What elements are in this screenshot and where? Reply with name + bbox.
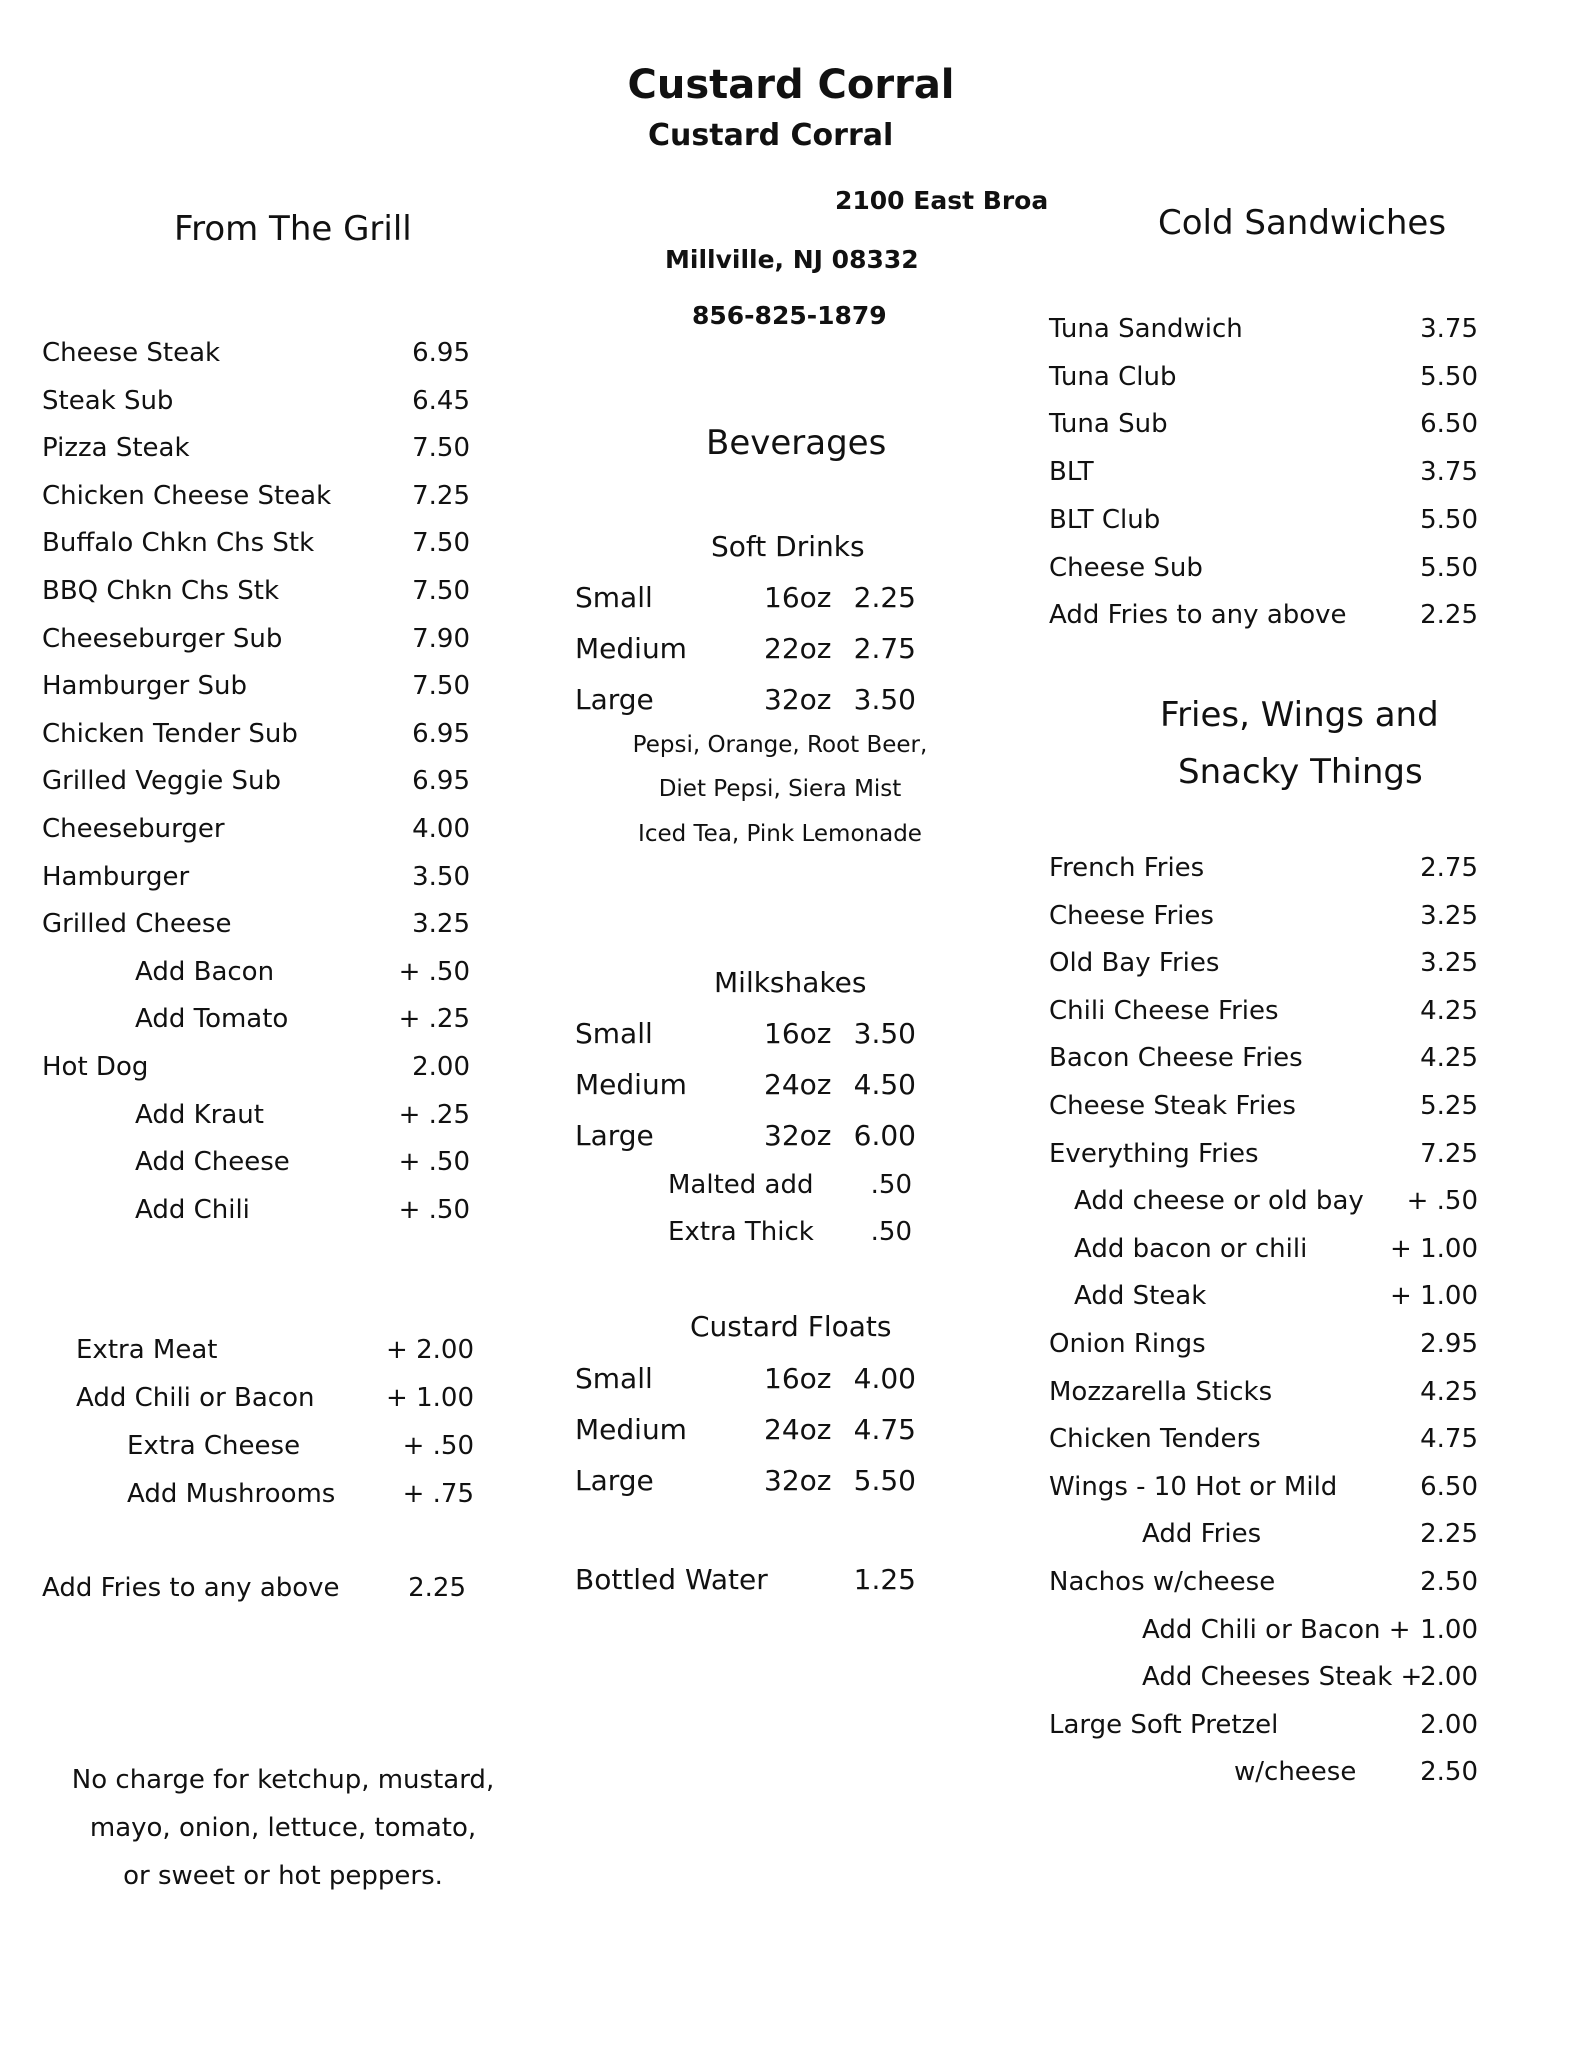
grill-extra-price: + .50 bbox=[402, 1431, 474, 1461]
shake-addon-price: .50 bbox=[870, 1170, 912, 1200]
cold-sandwich-price: 3.75 bbox=[1420, 314, 1478, 344]
grill-item-price: + .25 bbox=[398, 1099, 470, 1130]
grill-item-label: Buffalo Chkn Chs Stk bbox=[42, 528, 315, 559]
subheading-soft-drinks: Soft Drinks bbox=[711, 530, 865, 563]
grill-extra-price: + 2.00 bbox=[386, 1335, 474, 1365]
snack-item-label: w/cheese bbox=[1234, 1757, 1357, 1788]
soft-drink-oz: 22oz bbox=[764, 632, 832, 665]
milkshake-size: Small bbox=[575, 1017, 653, 1050]
grill-item-price: 6.95 bbox=[412, 766, 470, 797]
grill-item-label: Chicken Cheese Steak bbox=[42, 480, 332, 511]
snack-item-label: French Fries bbox=[1049, 853, 1205, 883]
section-heading-beverages: Beverages bbox=[706, 423, 887, 463]
grill-item-price: + .50 bbox=[398, 1147, 470, 1178]
snack-item-label: Add Fries bbox=[1142, 1519, 1262, 1550]
cold-sandwich-label: Tuna Club bbox=[1049, 361, 1177, 392]
soft-drink-flavors: Diet Pepsi, Siera Mist bbox=[658, 776, 902, 802]
soft-drink-flavors: Iced Tea, Pink Lemonade bbox=[638, 821, 922, 847]
custard-float-size: Small bbox=[575, 1362, 653, 1395]
condiment-note-line: mayo, onion, lettuce, tomato, bbox=[89, 1813, 477, 1843]
cold-sandwich-price: 5.50 bbox=[1420, 361, 1478, 392]
grill-item-price: 7.90 bbox=[412, 623, 470, 654]
milkshake-oz: 24oz bbox=[764, 1068, 832, 1101]
grill-item-price: 7.50 bbox=[412, 528, 470, 559]
custard-float-size: Large bbox=[575, 1464, 654, 1497]
grill-extra-label: Extra Meat bbox=[76, 1335, 218, 1365]
snack-item-price: 3.25 bbox=[1420, 900, 1478, 931]
snack-item-price: 2.95 bbox=[1420, 1329, 1478, 1359]
grill-item-price: 3.50 bbox=[412, 861, 470, 892]
snack-item-price: + .50 bbox=[1406, 1186, 1478, 1217]
soft-drink-price: 2.25 bbox=[853, 581, 916, 614]
grill-fries-label: Add Fries to any above bbox=[42, 1573, 340, 1603]
grill-item-price: 6.45 bbox=[412, 385, 470, 416]
cold-sandwich-label: BLT Club bbox=[1049, 504, 1161, 535]
custard-float-oz: 32oz bbox=[764, 1464, 832, 1497]
snack-item-label: Add cheese or old bay bbox=[1074, 1186, 1364, 1217]
grill-item-label: Chicken Tender Sub bbox=[42, 718, 298, 749]
snack-item-price: 4.25 bbox=[1420, 995, 1478, 1026]
milkshake-size: Large bbox=[575, 1119, 654, 1152]
cold-sandwich-price: 5.50 bbox=[1420, 552, 1478, 583]
grill-item-label: BBQ Chkn Chs Stk bbox=[42, 576, 280, 606]
grill-item-price: 7.25 bbox=[412, 480, 470, 511]
snack-item-price: 3.25 bbox=[1420, 948, 1478, 979]
snack-item-price: + 1.00 bbox=[1390, 1233, 1478, 1264]
phone-number: 856-825-1879 bbox=[692, 301, 887, 330]
snack-item-label: Nachos w/cheese bbox=[1049, 1567, 1276, 1597]
soft-drink-size: Large bbox=[575, 683, 654, 716]
snack-item-price: 4.75 bbox=[1420, 1424, 1478, 1455]
cold-sandwich-price: 6.50 bbox=[1420, 409, 1478, 440]
grill-item-label: Hamburger bbox=[42, 861, 190, 892]
cold-sandwich-label: Tuna Sandwich bbox=[1049, 314, 1243, 344]
custard-float-oz: 16oz bbox=[764, 1362, 832, 1395]
bottled-water-label: Bottled Water bbox=[575, 1563, 768, 1596]
grill-item-price: + .25 bbox=[398, 1004, 470, 1035]
milkshake-price: 4.50 bbox=[853, 1068, 916, 1101]
grill-item-label: Hamburger Sub bbox=[42, 671, 247, 702]
grill-item-label: Add Bacon bbox=[135, 956, 275, 987]
custard-float-size: Medium bbox=[575, 1413, 687, 1446]
snack-item-price: 1.00 bbox=[1420, 1614, 1478, 1645]
grill-item-price: 2.00 bbox=[412, 1052, 470, 1082]
soft-drink-oz: 16oz bbox=[764, 581, 832, 614]
soft-drink-oz: 32oz bbox=[764, 683, 832, 716]
cold-sandwich-price: 5.50 bbox=[1420, 504, 1478, 535]
shake-addon-price: .50 bbox=[870, 1217, 912, 1247]
grill-extra-label: Extra Cheese bbox=[127, 1431, 301, 1461]
grill-item-label: Grilled Cheese bbox=[42, 909, 232, 940]
snack-item-label: Wings - 10 Hot or Mild bbox=[1049, 1471, 1338, 1502]
grill-item-label: Steak Sub bbox=[42, 385, 174, 416]
grill-extra-price: + 1.00 bbox=[386, 1383, 474, 1413]
snack-item-label: Chicken Tenders bbox=[1049, 1424, 1261, 1455]
snack-item-label: Onion Rings bbox=[1049, 1329, 1206, 1359]
custard-float-oz: 24oz bbox=[764, 1413, 832, 1446]
grill-extra-label: Add Chili or Bacon bbox=[76, 1383, 315, 1413]
section-heading-cold-sandwiches: Cold Sandwiches bbox=[1158, 203, 1447, 243]
snack-item-price: 6.50 bbox=[1420, 1471, 1478, 1502]
snack-item-price: 7.25 bbox=[1420, 1138, 1478, 1169]
custard-float-price: 4.75 bbox=[853, 1413, 916, 1446]
snack-item-label: Add Cheeses Steak + bbox=[1142, 1662, 1423, 1693]
custard-float-price: 4.00 bbox=[853, 1362, 916, 1395]
grill-item-label: Cheeseburger Sub bbox=[42, 623, 283, 654]
section-heading-snacky-things: Snacky Things bbox=[1178, 752, 1423, 792]
grill-item-label: Cheeseburger bbox=[42, 814, 225, 844]
snack-item-label: Everything Fries bbox=[1049, 1138, 1259, 1169]
soft-drink-price: 3.50 bbox=[853, 683, 916, 716]
cold-sandwich-label: Tuna Sub bbox=[1049, 409, 1168, 440]
subheading-custard-floats: Custard Floats bbox=[690, 1310, 892, 1343]
snack-item-price: 2.25 bbox=[1420, 1519, 1478, 1550]
menu-title: Custard Corral bbox=[627, 62, 955, 108]
snack-item-label: Bacon Cheese Fries bbox=[1049, 1043, 1303, 1074]
snack-item-label: Large Soft Pretzel bbox=[1049, 1709, 1279, 1740]
grill-item-price: 6.95 bbox=[412, 718, 470, 749]
cold-sandwich-price: 3.75 bbox=[1420, 457, 1478, 488]
shake-addon-label: Malted add bbox=[668, 1170, 814, 1200]
grill-item-label: Add Tomato bbox=[135, 1004, 289, 1035]
grill-item-label: Hot Dog bbox=[42, 1052, 149, 1082]
section-heading-grill: From The Grill bbox=[174, 209, 412, 249]
condiment-note-line: or sweet or hot peppers. bbox=[123, 1861, 443, 1891]
custard-float-price: 5.50 bbox=[853, 1464, 916, 1497]
section-heading-fries-wings: Fries, Wings and bbox=[1160, 695, 1439, 735]
soft-drink-flavors: Pepsi, Orange, Root Beer, bbox=[632, 732, 928, 758]
snack-item-label: Cheese Fries bbox=[1049, 900, 1214, 931]
snack-item-label: Old Bay Fries bbox=[1049, 948, 1220, 979]
snack-item-price: 4.25 bbox=[1420, 1043, 1478, 1074]
address-line: 2100 East Broa bbox=[835, 186, 1049, 215]
snack-item-price: 2.00 bbox=[1420, 1709, 1478, 1740]
cold-sandwich-label: Add Fries to any above bbox=[1049, 600, 1347, 631]
snack-item-label: Add bacon or chili bbox=[1074, 1233, 1308, 1264]
grill-item-price: + .50 bbox=[398, 956, 470, 987]
grill-item-price: 7.50 bbox=[412, 671, 470, 702]
bottled-water-price: 1.25 bbox=[853, 1563, 916, 1596]
grill-item-price: 6.95 bbox=[412, 338, 470, 368]
snack-item-price: 4.25 bbox=[1420, 1376, 1478, 1407]
snack-item-price: 2.50 bbox=[1420, 1567, 1478, 1597]
soft-drink-size: Medium bbox=[575, 632, 687, 665]
grill-extra-price: + .75 bbox=[402, 1479, 474, 1509]
milkshake-price: 6.00 bbox=[853, 1119, 916, 1152]
snack-item-label: Cheese Steak Fries bbox=[1049, 1091, 1296, 1121]
grill-item-label: Pizza Steak bbox=[42, 433, 190, 464]
grill-item-price: 7.50 bbox=[412, 576, 470, 606]
snack-item-price: 2.00 bbox=[1420, 1662, 1478, 1693]
grill-item-label: Cheese Steak bbox=[42, 338, 221, 368]
soft-drink-price: 2.75 bbox=[853, 632, 916, 665]
cold-sandwich-label: BLT bbox=[1049, 457, 1094, 488]
grill-item-label: Add Chili bbox=[135, 1194, 250, 1225]
snack-item-label: Add Chili or Bacon + bbox=[1142, 1614, 1411, 1645]
menu-subtitle: Custard Corral bbox=[648, 118, 894, 153]
subheading-milkshakes: Milkshakes bbox=[714, 966, 867, 999]
condiment-note-line: No charge for ketchup, mustard, bbox=[71, 1765, 495, 1795]
city-line: Millville, NJ 08332 bbox=[665, 245, 919, 274]
grill-item-price: + .50 bbox=[398, 1194, 470, 1225]
grill-fries-price: 2.25 bbox=[408, 1573, 466, 1603]
milkshake-oz: 32oz bbox=[764, 1119, 832, 1152]
grill-item-label: Add Cheese bbox=[135, 1147, 290, 1178]
grill-item-price: 7.50 bbox=[412, 433, 470, 464]
cold-sandwich-price: 2.25 bbox=[1420, 600, 1478, 631]
snack-item-price: 2.75 bbox=[1420, 853, 1478, 883]
snack-item-label: Mozzarella Sticks bbox=[1049, 1376, 1273, 1407]
milkshake-oz: 16oz bbox=[764, 1017, 832, 1050]
grill-item-label: Add Kraut bbox=[135, 1099, 264, 1130]
snack-item-price: 2.50 bbox=[1420, 1757, 1478, 1788]
grill-item-price: 4.00 bbox=[412, 814, 470, 844]
cold-sandwich-label: Cheese Sub bbox=[1049, 552, 1203, 583]
milkshake-size: Medium bbox=[575, 1068, 687, 1101]
soft-drink-size: Small bbox=[575, 581, 653, 614]
snack-item-price: 5.25 bbox=[1420, 1091, 1478, 1121]
grill-item-label: Grilled Veggie Sub bbox=[42, 766, 282, 797]
grill-item-price: 3.25 bbox=[412, 909, 470, 940]
milkshake-price: 3.50 bbox=[853, 1017, 916, 1050]
snack-item-label: Chili Cheese Fries bbox=[1049, 995, 1279, 1026]
snack-item-label: Add Steak bbox=[1074, 1281, 1207, 1312]
snack-item-price: + 1.00 bbox=[1390, 1281, 1478, 1312]
shake-addon-label: Extra Thick bbox=[668, 1217, 814, 1247]
grill-extra-label: Add Mushrooms bbox=[127, 1479, 336, 1509]
